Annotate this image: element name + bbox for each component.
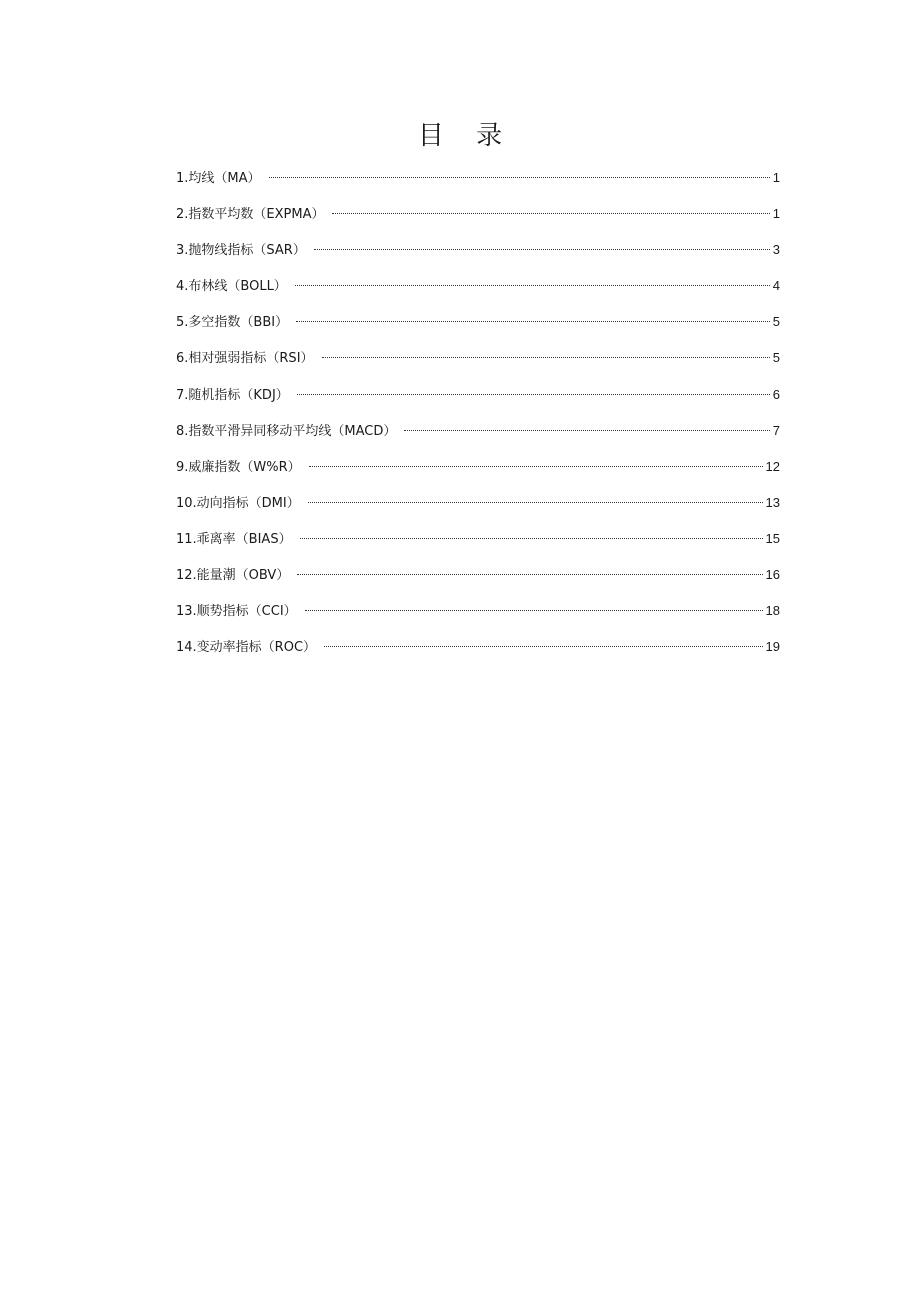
toc-entry-page: 16 bbox=[765, 567, 780, 583]
dot-leader bbox=[404, 430, 769, 431]
toc-entry[interactable] bbox=[176, 565, 780, 601]
toc-entry-label: 4.布林线（BOLL） bbox=[176, 279, 287, 295]
dot-leader bbox=[324, 646, 763, 647]
toc-entry[interactable] bbox=[176, 168, 780, 204]
toc-entry-page: 5 bbox=[772, 350, 780, 366]
dot-leader bbox=[297, 394, 770, 395]
toc-entry[interactable] bbox=[176, 312, 780, 348]
toc-entry-page: 18 bbox=[765, 603, 780, 619]
toc-entry-page: 15 bbox=[765, 530, 780, 546]
toc-entry-label: 14.变动率指标（ROC） bbox=[176, 640, 317, 656]
dot-leader bbox=[308, 502, 763, 503]
dot-leader bbox=[309, 466, 763, 467]
toc-entry-page: 5 bbox=[772, 314, 780, 330]
dot-leader bbox=[322, 357, 770, 358]
toc-entry-label: 7.随机指标（KDJ） bbox=[176, 387, 289, 403]
toc-list bbox=[176, 168, 780, 673]
toc-entry-label: 13.顺势指标（CCI） bbox=[176, 604, 297, 620]
toc-entry[interactable] bbox=[176, 204, 780, 240]
toc-entry[interactable] bbox=[176, 529, 780, 565]
toc-entry[interactable] bbox=[176, 637, 780, 673]
toc-entry[interactable] bbox=[176, 276, 780, 312]
toc-entry-label: 1.均线（MA） bbox=[176, 171, 261, 186]
toc-entry-page: 1 bbox=[772, 170, 780, 185]
dot-leader bbox=[269, 177, 770, 178]
toc-entry-page: 1 bbox=[772, 206, 780, 222]
page-title: 目 录 bbox=[417, 121, 515, 151]
toc-entry[interactable] bbox=[176, 421, 780, 457]
toc-entry-page: 13 bbox=[765, 494, 780, 510]
toc-entry-page: 19 bbox=[765, 639, 780, 655]
toc-entry[interactable] bbox=[176, 493, 780, 529]
toc-entry-label: 5.多空指数（BBI） bbox=[176, 315, 289, 331]
toc-entry[interactable] bbox=[176, 240, 780, 276]
toc-entry-page: 7 bbox=[772, 422, 780, 438]
toc-entry[interactable] bbox=[176, 457, 780, 493]
toc-entry[interactable] bbox=[176, 348, 780, 384]
toc-entry-label: 3.抛物线指标（SAR） bbox=[176, 243, 306, 259]
dot-leader bbox=[314, 249, 770, 250]
toc-entry[interactable] bbox=[176, 385, 780, 421]
toc-entry-label: 9.威廉指数（W%R） bbox=[176, 459, 301, 475]
dot-leader bbox=[297, 574, 762, 575]
toc-entry-page: 3 bbox=[772, 242, 780, 258]
toc-entry-label: 11.乖离率（BIAS） bbox=[176, 531, 292, 547]
toc-entry-label: 6.相对强弱指标（RSI） bbox=[176, 351, 314, 367]
toc-entry-page: 4 bbox=[772, 278, 780, 294]
toc-entry-label: 10.动向指标（DMI） bbox=[176, 495, 300, 511]
toc-entry-label: 8.指数平滑异同移动平均线（MACD） bbox=[176, 423, 397, 439]
dot-leader bbox=[300, 538, 763, 539]
dot-leader bbox=[295, 285, 770, 286]
toc-entry[interactable] bbox=[176, 601, 780, 637]
toc-entry-label: 12.能量潮（OBV） bbox=[176, 568, 290, 584]
dot-leader bbox=[332, 213, 769, 214]
toc-entry-label: 2.指数平均数（EXPMA） bbox=[176, 207, 325, 223]
toc-entry-page: 6 bbox=[772, 386, 780, 402]
toc-entry-page: 12 bbox=[765, 458, 780, 474]
dot-leader bbox=[296, 321, 770, 322]
dot-leader bbox=[305, 610, 763, 611]
